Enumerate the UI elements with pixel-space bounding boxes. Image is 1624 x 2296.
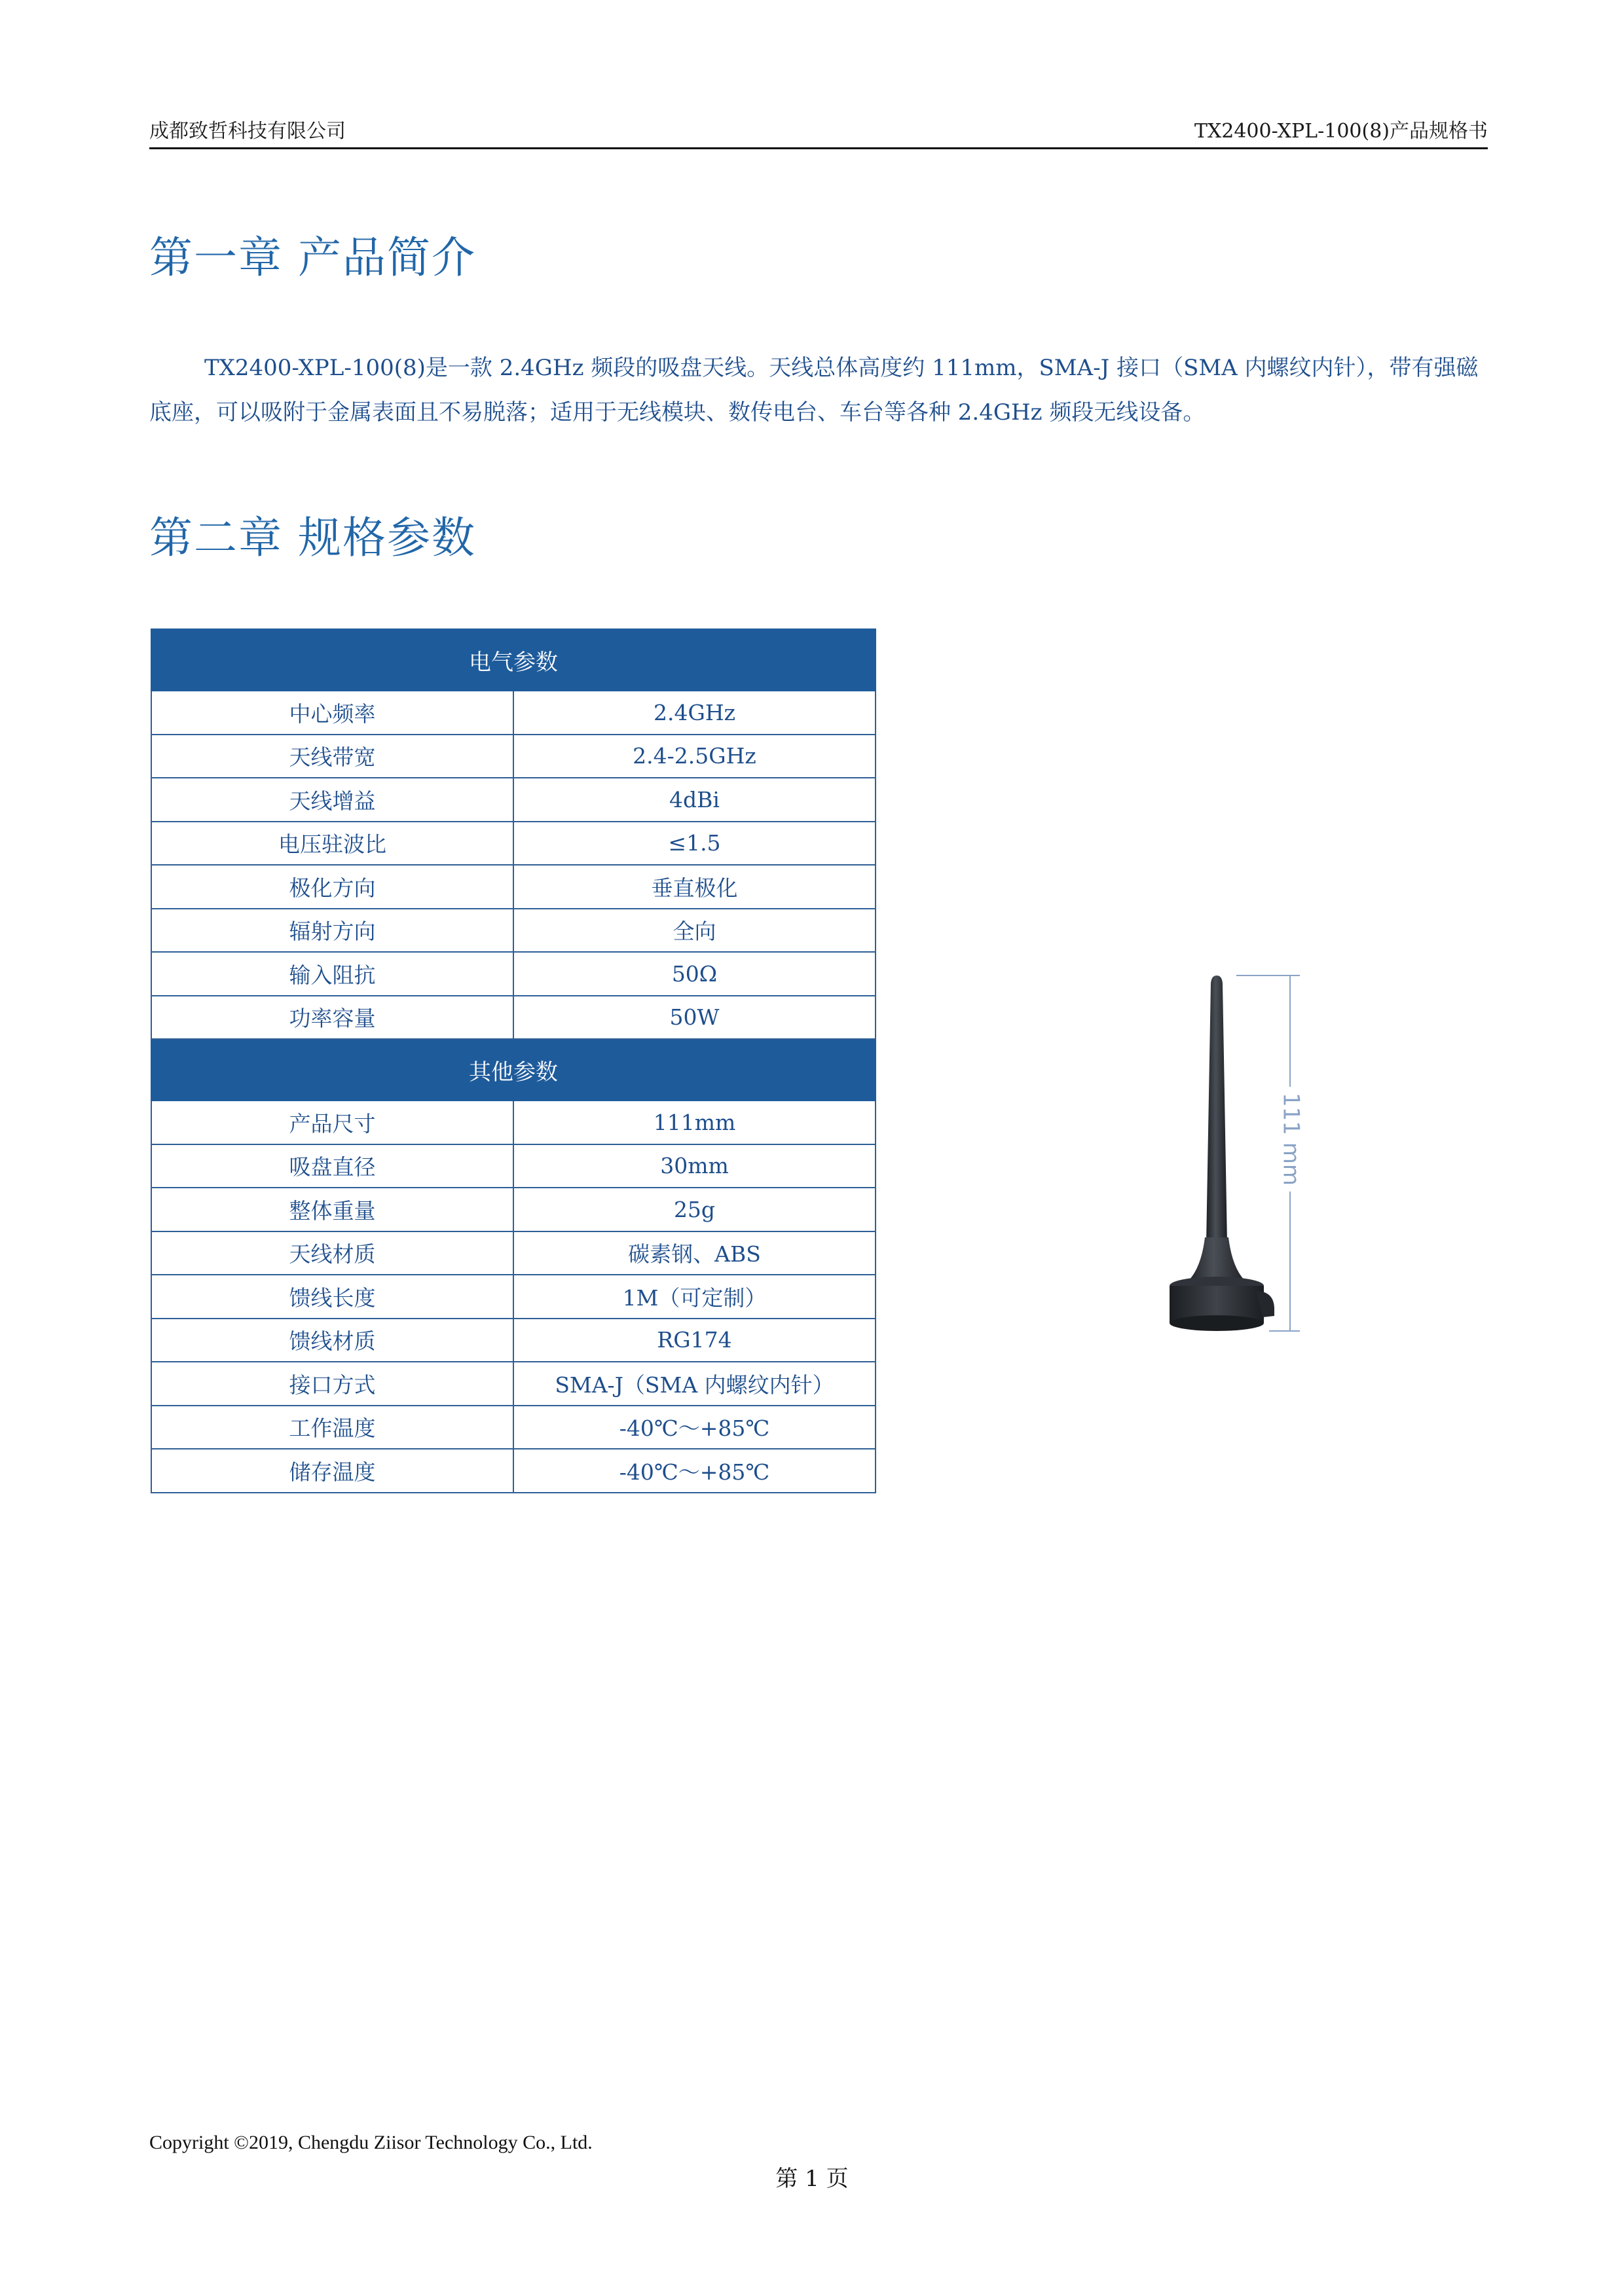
param-name: 中心频率 bbox=[151, 691, 513, 735]
antenna-neck bbox=[1186, 1237, 1247, 1283]
param-name: 功率容量 bbox=[151, 996, 513, 1040]
table-row bbox=[151, 1319, 876, 1362]
param-name: 输入阻抗 bbox=[151, 952, 513, 996]
spec-table bbox=[151, 629, 876, 1493]
table-row bbox=[151, 691, 876, 735]
param-name: 储存温度 bbox=[151, 1449, 513, 1493]
footer-copyright: Copyright ©2019, Chengdu Ziisor Technology Co., Ltd. bbox=[149, 2132, 593, 2153]
param-name: 工作温度 bbox=[151, 1406, 513, 1449]
antenna-whip bbox=[1206, 975, 1227, 1244]
param-value: 30mm bbox=[513, 1144, 876, 1188]
electrical-params-header: 电气参数 bbox=[151, 629, 876, 691]
param-name: 接口方式 bbox=[151, 1362, 513, 1406]
param-value: 50W bbox=[513, 996, 876, 1040]
param-value: 碳素钢、ABS bbox=[513, 1231, 876, 1275]
param-name: 产品尺寸 bbox=[151, 1101, 513, 1144]
table-row bbox=[151, 1101, 876, 1144]
param-name: 天线增益 bbox=[151, 778, 513, 822]
dimension-label: 111 mm bbox=[1278, 1093, 1304, 1186]
table-row bbox=[151, 778, 876, 822]
param-value: -40℃～+85℃ bbox=[513, 1449, 876, 1493]
antenna-product-image bbox=[1139, 969, 1336, 1362]
param-value: 25g bbox=[513, 1188, 876, 1231]
param-value: 50Ω bbox=[513, 952, 876, 996]
table-row bbox=[151, 1275, 876, 1319]
param-value: SMA-J（SMA 内螺纹内针） bbox=[513, 1362, 876, 1406]
param-value: 2.4-2.5GHz bbox=[513, 735, 876, 778]
param-name: 电压驻波比 bbox=[151, 822, 513, 866]
chapter-1-title: 第一章 产品简介 bbox=[149, 232, 476, 283]
param-name: 极化方向 bbox=[151, 865, 513, 909]
param-name: 整体重量 bbox=[151, 1188, 513, 1231]
header-rule bbox=[149, 147, 1488, 149]
param-value: RG174 bbox=[513, 1319, 876, 1362]
antenna-base-bottom bbox=[1170, 1315, 1264, 1331]
param-name: 馈线长度 bbox=[151, 1275, 513, 1319]
param-value: 垂直极化 bbox=[513, 865, 876, 909]
table-row bbox=[151, 822, 876, 866]
param-value: ≤1.5 bbox=[513, 822, 876, 866]
param-name: 天线材质 bbox=[151, 1231, 513, 1275]
param-name: 馈线材质 bbox=[151, 1319, 513, 1362]
param-name: 辐射方向 bbox=[151, 909, 513, 953]
param-value: 2.4GHz bbox=[513, 691, 876, 735]
param-value: 4dBi bbox=[513, 778, 876, 822]
chapter-2-title: 第二章 规格参数 bbox=[149, 513, 476, 563]
table-row bbox=[151, 1362, 876, 1406]
table-row bbox=[151, 909, 876, 953]
header-doc-title: TX2400-XPL-100(8)产品规格书 bbox=[1194, 120, 1488, 143]
other-params-header: 其他参数 bbox=[151, 1039, 876, 1101]
param-name: 天线带宽 bbox=[151, 735, 513, 778]
table-row bbox=[151, 1231, 876, 1275]
param-value: -40℃～+85℃ bbox=[513, 1406, 876, 1449]
table-row bbox=[151, 996, 876, 1040]
section-header-row bbox=[151, 1039, 876, 1101]
param-value: 1M（可定制） bbox=[513, 1275, 876, 1319]
header-company: 成都致哲科技有限公司 bbox=[149, 120, 346, 143]
param-value: 111mm bbox=[513, 1101, 876, 1144]
table-row bbox=[151, 1144, 876, 1188]
param-name: 吸盘直径 bbox=[151, 1144, 513, 1188]
table-row bbox=[151, 735, 876, 778]
param-value: 全向 bbox=[513, 909, 876, 953]
section-header-row bbox=[151, 629, 876, 691]
table-row bbox=[151, 1449, 876, 1493]
table-row bbox=[151, 1406, 876, 1449]
footer-page-number: 第 1 页 bbox=[775, 2166, 849, 2192]
table-row bbox=[151, 865, 876, 909]
table-row bbox=[151, 1188, 876, 1231]
product-intro-paragraph: TX2400-XPL-100(8)是一款 2.4GHz 频段的吸盘天线。天线总体高度约 111mm，SMA-J 接口（SMA 内螺纹内针），带有强磁底座，可以吸附于金属表面且不易脱落；适用于无线模块、数传电台、车台等各种 2.4GHz 频段无线设备。 bbox=[149, 355, 1479, 426]
table-row bbox=[151, 952, 876, 996]
